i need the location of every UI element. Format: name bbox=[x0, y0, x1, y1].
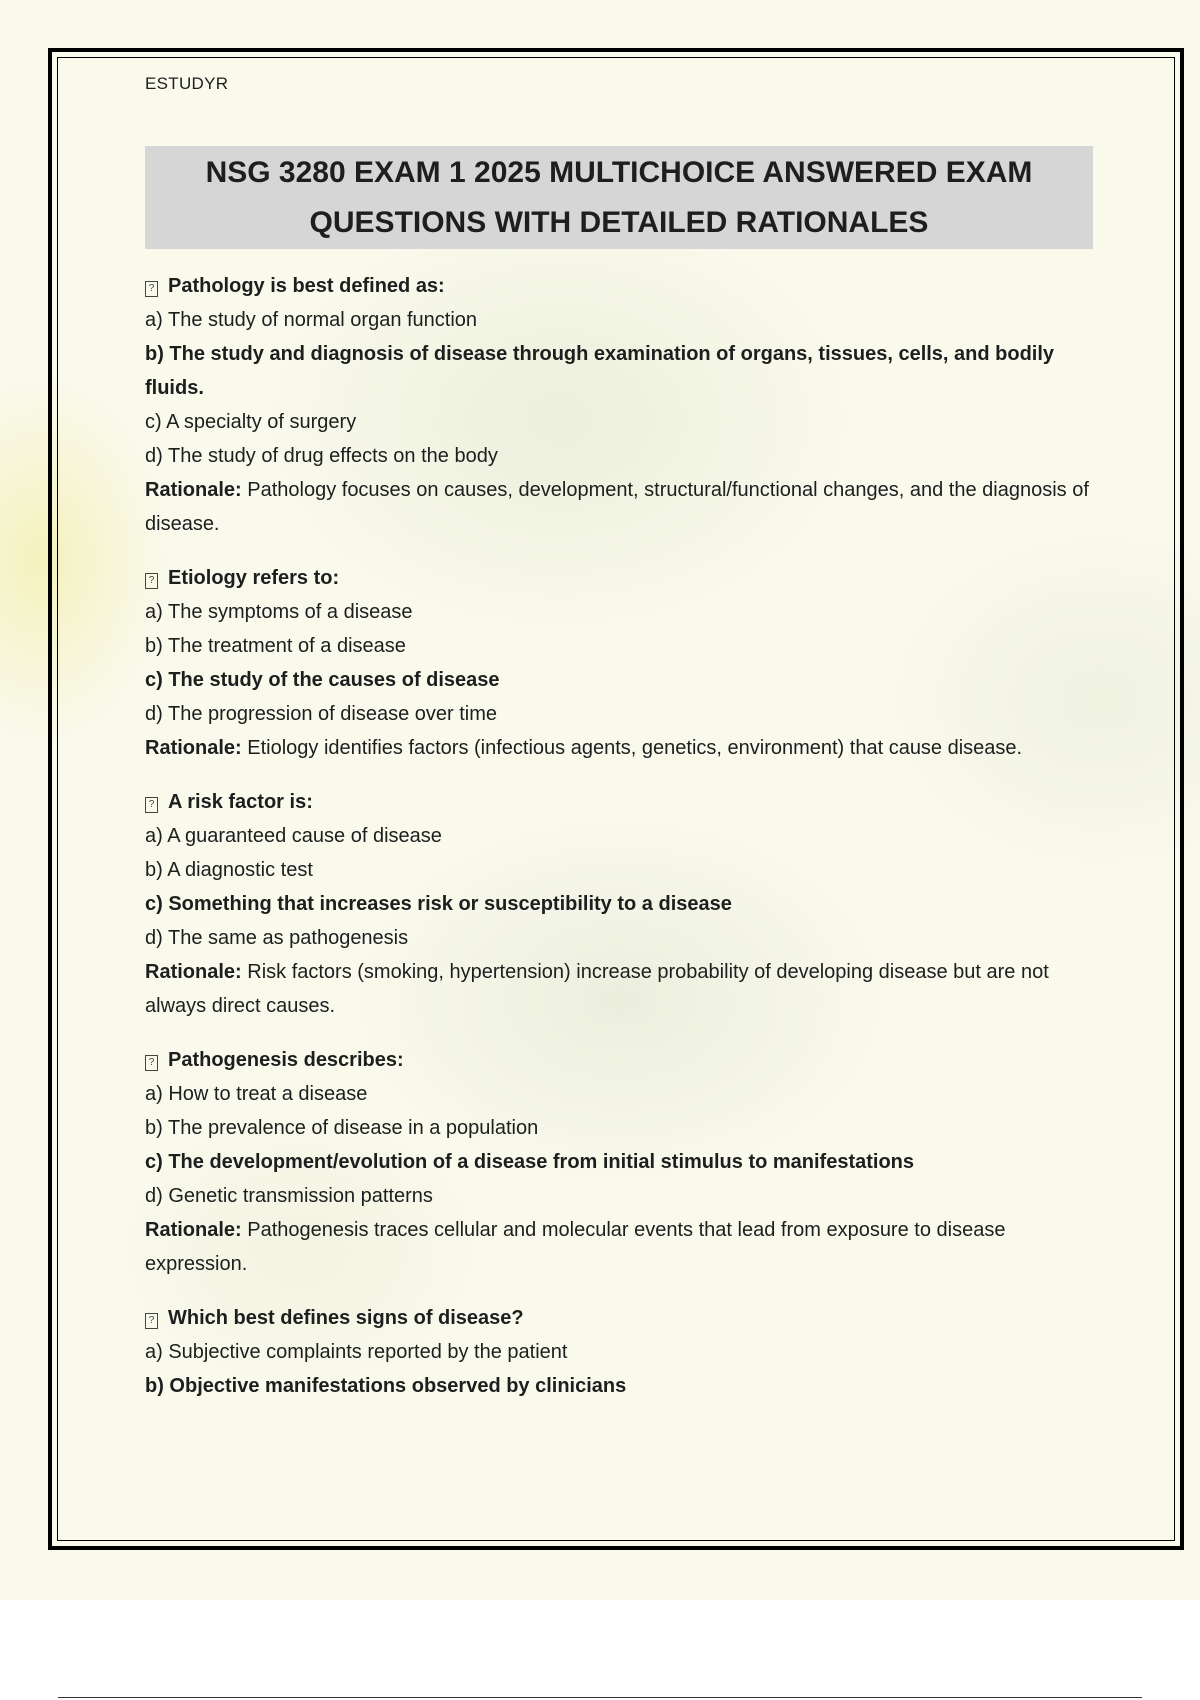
answer-option-correct: c) The study of the causes of disease bbox=[145, 669, 500, 691]
title-banner bbox=[145, 146, 1093, 249]
rationale-text: Etiology identifies factors (infectious agents, genetics, environment) that cause disease. bbox=[241, 737, 1023, 759]
rationale-label: Rationale: bbox=[145, 961, 242, 983]
answer-option: a) Subjective complaints reported by the patient bbox=[145, 1341, 568, 1363]
answer-option: d) The progression of disease over time bbox=[145, 703, 498, 725]
question-stem-text: Which best defines signs of disease? bbox=[168, 1307, 524, 1329]
question-stem bbox=[145, 269, 1095, 303]
answer-option: d) The study of drug effects on the body bbox=[145, 445, 498, 467]
question-block bbox=[145, 1301, 1095, 1403]
answer-option-correct: c) The development/evolution of a disease from initial stimulus to manifestations bbox=[145, 1151, 915, 1173]
answer-option: a) The study of normal organ function bbox=[145, 309, 478, 331]
page-title-line-1: NSG 3280 EXAM 1 2025 MULTICHOICE ANSWERED EXAM bbox=[205, 155, 1033, 189]
answer-option: c) A specialty of surgery bbox=[145, 411, 357, 433]
rationale bbox=[145, 473, 1095, 541]
rationale bbox=[145, 731, 1095, 765]
question-stem bbox=[145, 561, 1095, 595]
question-list bbox=[145, 269, 1095, 1403]
answer-option: a) The symptoms of a disease bbox=[145, 601, 413, 623]
answer-option-correct: b) The study and diagnosis of disease through examination of organs, tissues, cells, and bodily fluids. bbox=[145, 343, 1055, 399]
rationale-text: Risk factors (smoking, hypertension) increase probability of developing disease but are not always direct causes. bbox=[145, 961, 1049, 1017]
question-stem-text: Pathogenesis describes: bbox=[168, 1049, 404, 1071]
page-title-line-2: QUESTIONS WITH DETAILED RATIONALES bbox=[309, 205, 929, 239]
question-marker-icon: ? bbox=[145, 797, 158, 813]
rationale-label: Rationale: bbox=[145, 1219, 242, 1241]
answer-option: a) A guaranteed cause of disease bbox=[145, 825, 442, 847]
question-block bbox=[145, 1043, 1095, 1281]
answer-option: a) How to treat a disease bbox=[145, 1083, 368, 1105]
question-block bbox=[145, 785, 1095, 1023]
rationale-label: Rationale: bbox=[145, 737, 242, 759]
question-block bbox=[145, 269, 1095, 541]
question-marker-icon: ? bbox=[145, 1055, 158, 1071]
answer-option-correct: c) Something that increases risk or susceptibility to a disease bbox=[145, 893, 732, 915]
answer-option: b) The prevalence of disease in a population bbox=[145, 1117, 539, 1139]
brand-label: ESTUDYR bbox=[145, 74, 229, 93]
rationale-label: Rationale: bbox=[145, 479, 242, 501]
document-content bbox=[145, 74, 1095, 1403]
question-marker-icon: ? bbox=[145, 281, 158, 297]
answer-option: d) The same as pathogenesis bbox=[145, 927, 409, 949]
question-stem bbox=[145, 1043, 1095, 1077]
question-marker-icon: ? bbox=[145, 573, 158, 589]
question-marker-icon: ? bbox=[145, 1313, 158, 1329]
answer-option: b) A diagnostic test bbox=[145, 859, 313, 881]
question-stem bbox=[145, 785, 1095, 819]
rationale-text: Pathology focuses on causes, development, structural/functional changes, and the diagnosis of disease. bbox=[145, 479, 1089, 535]
question-block bbox=[145, 561, 1095, 765]
rationale-text: Pathogenesis traces cellular and molecular events that lead from exposure to disease expression. bbox=[145, 1219, 1006, 1275]
answer-option-correct: b) Objective manifestations observed by clinicians bbox=[145, 1375, 627, 1397]
question-stem-text: A risk factor is: bbox=[168, 791, 313, 813]
question-stem bbox=[145, 1301, 1095, 1335]
rationale bbox=[145, 955, 1095, 1023]
question-stem-text: Pathology is best defined as: bbox=[168, 275, 445, 297]
answer-option: d) Genetic transmission patterns bbox=[145, 1185, 433, 1207]
footer-divider bbox=[58, 1697, 1142, 1698]
question-stem-text: Etiology refers to: bbox=[168, 567, 340, 589]
rationale bbox=[145, 1213, 1095, 1281]
answer-option: b) The treatment of a disease bbox=[145, 635, 406, 657]
